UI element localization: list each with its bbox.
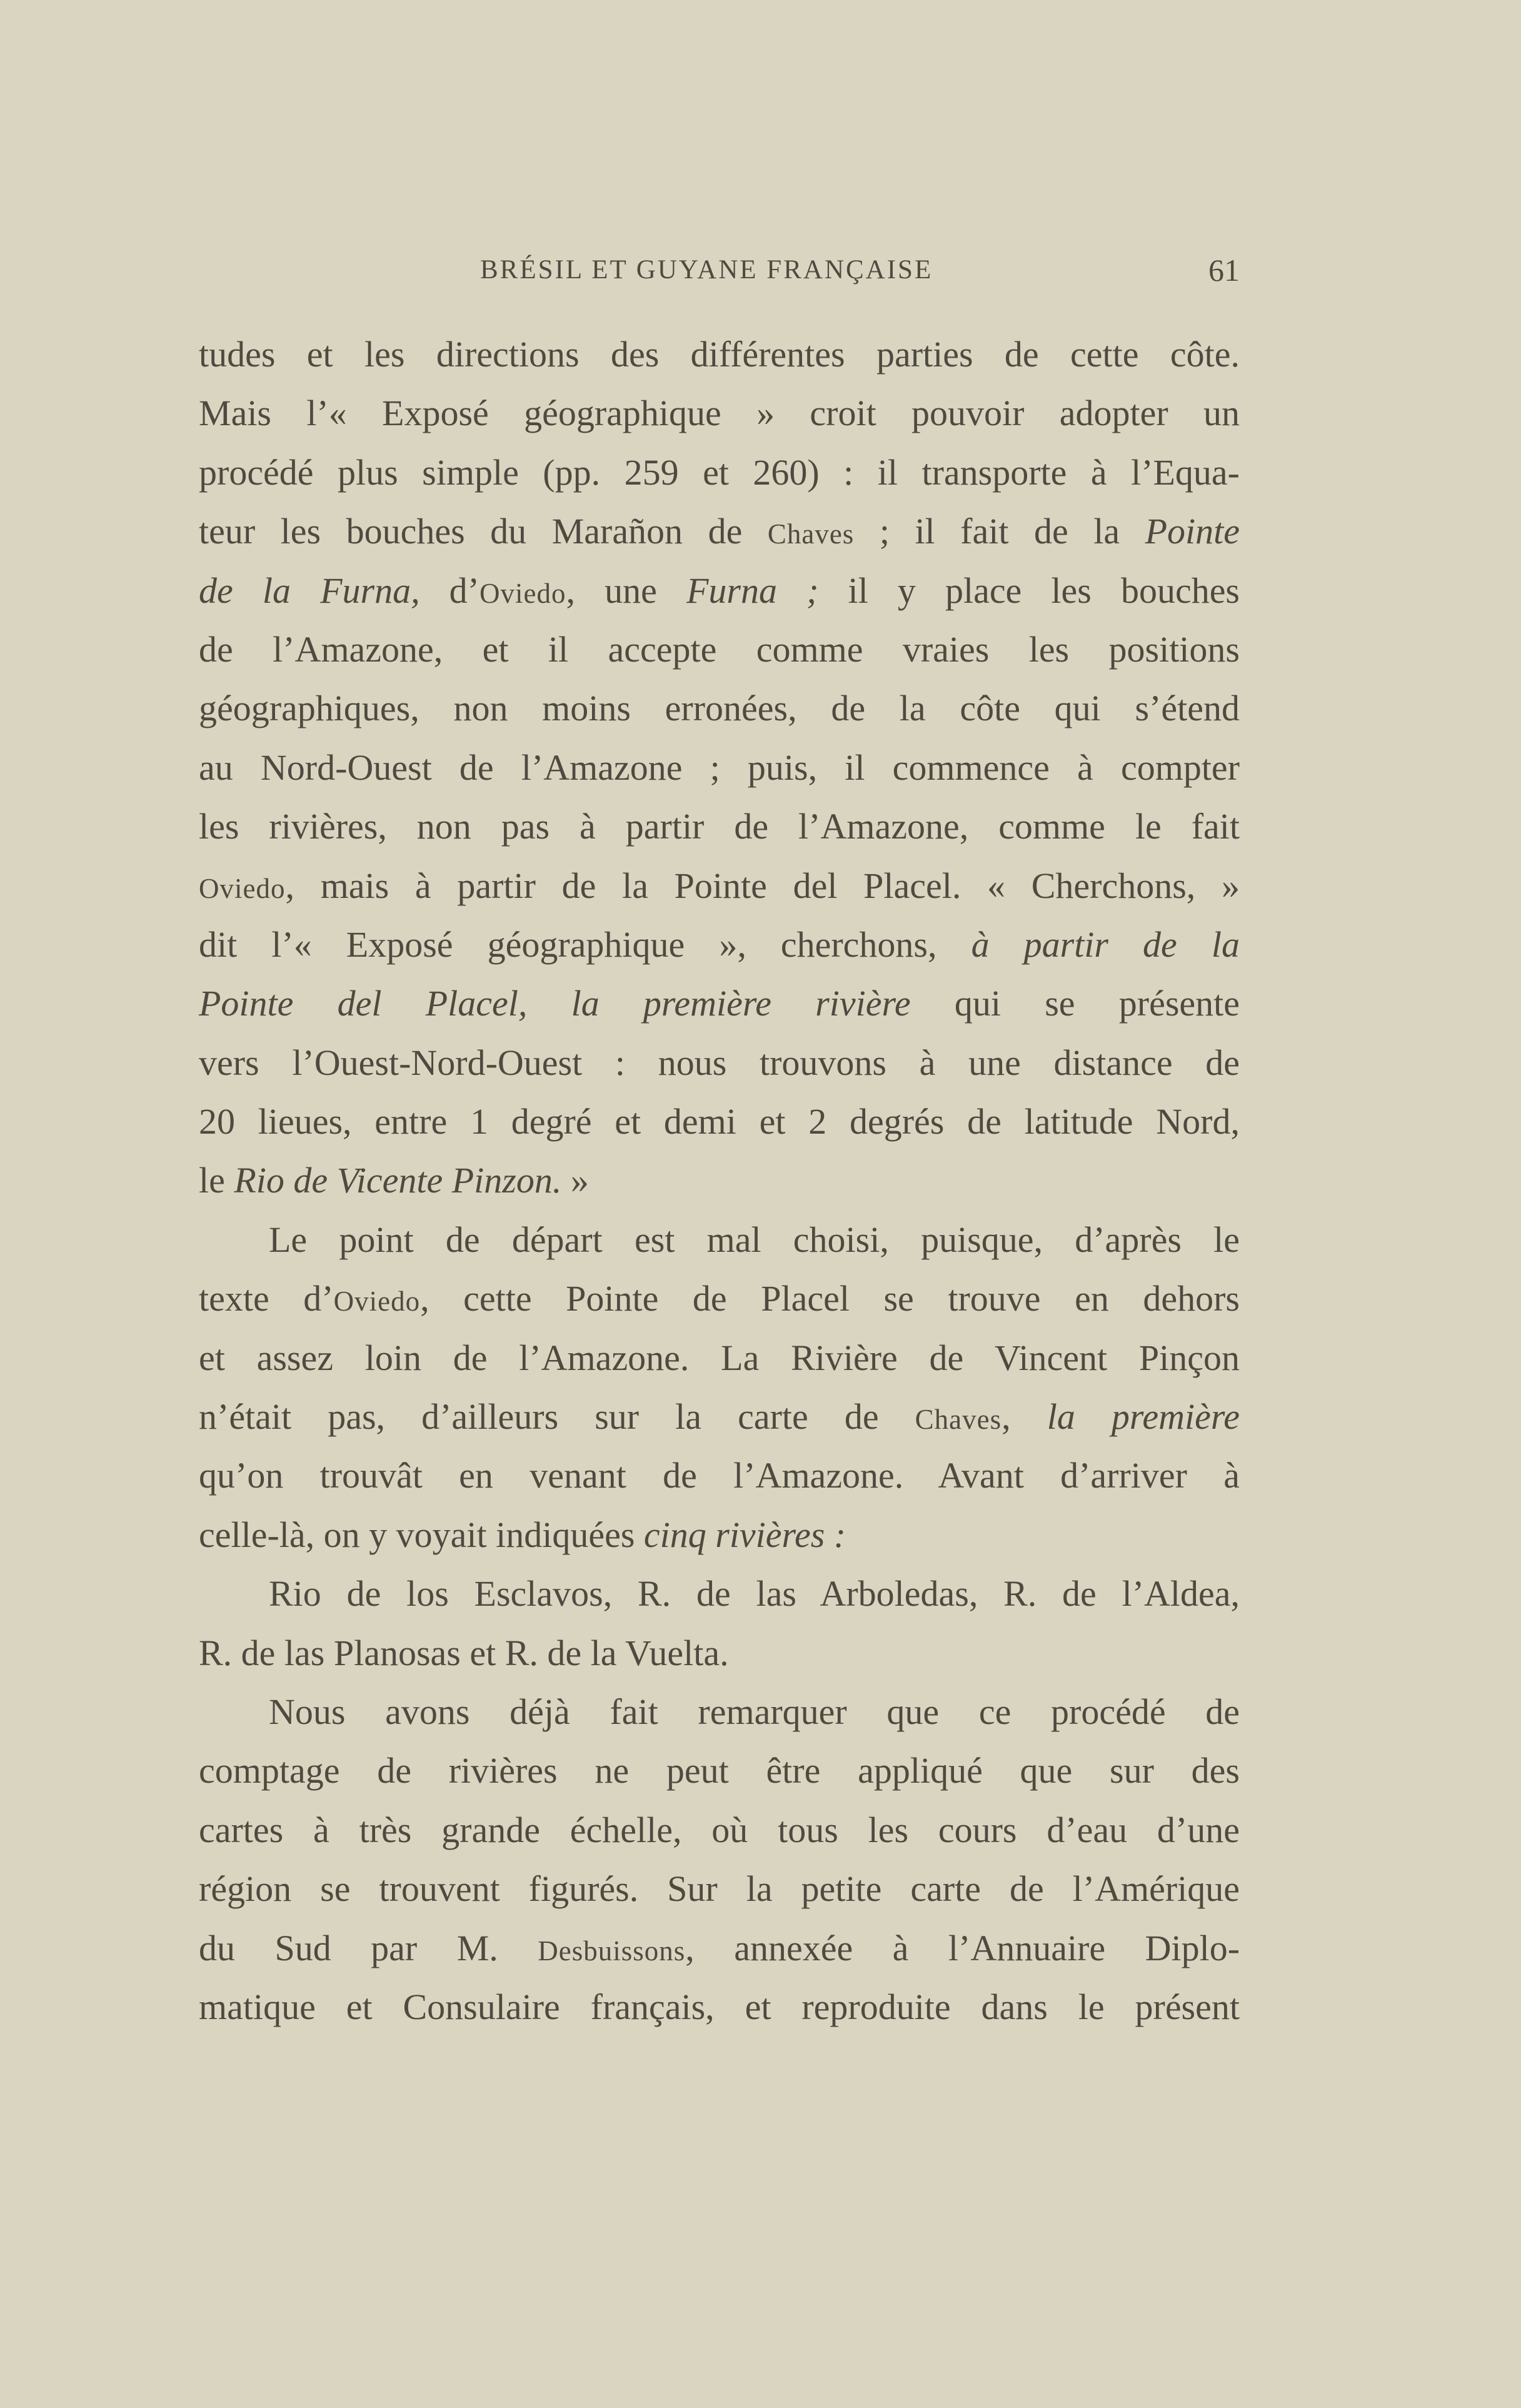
text-line: R. de las Planosas et R. de la Vuelta. xyxy=(199,1632,729,1673)
text-line: Pointe del Placel, la première rivière qui se présente xyxy=(199,983,1240,1024)
text-line: n’était pas, d’ailleurs sur la carte de Chaves, la première xyxy=(199,1396,1240,1438)
text-line: teur les bouches du Marañon de Chaves ; il fait de la Pointe xyxy=(199,511,1240,552)
italic-text: Furna ; xyxy=(686,570,819,611)
text-line: dit l’« Exposé géographique », cherchons, à partir de la xyxy=(199,924,1240,965)
text-line: 20 lieues, entre 1 degré et demi et 2 degrés de latitude Nord, xyxy=(199,1101,1240,1142)
text-line: qu’on trouvât en venant de l’Amazone. Avant d’arriver à xyxy=(199,1455,1240,1496)
text-line: comptage de rivières ne peut être appliqué que sur des xyxy=(199,1750,1240,1791)
small-caps-name: Oviedo xyxy=(333,1286,421,1317)
italic-text: la première xyxy=(1047,1396,1240,1438)
italic-text: à partir de la xyxy=(971,924,1240,965)
text-line: et assez loin de l’Amazone. La Rivière de Vincent Pinçon xyxy=(199,1337,1240,1378)
text-line: texte d’Oviedo, cette Pointe de Placel se trouve en dehors xyxy=(199,1278,1240,1319)
small-caps-name: Desbuissons xyxy=(538,1935,686,1967)
small-caps-name: Oviedo xyxy=(199,872,286,904)
text-line: de l’Amazone, et il accepte comme vraies les positions xyxy=(199,628,1240,670)
text-line: cartes à très grande échelle, où tous les cours d’eau d’une xyxy=(199,1809,1240,1850)
italic-text: Pointe xyxy=(1145,511,1240,552)
text-line: Oviedo, mais à partir de la Pointe del Placel. « Cherchons, » xyxy=(199,865,1240,906)
text-line: région se trouvent figurés. Sur la petite carte de l’Amérique xyxy=(199,1868,1240,1910)
running-title: BRÉSIL ET GUYANE FRANÇAISE xyxy=(480,255,933,285)
text-line: les rivières, non pas à partir de l’Amazone, comme le fait xyxy=(199,806,1240,847)
text-line: le Rio de Vicente Pinzon. » xyxy=(199,1160,589,1201)
text-line: tudes et les directions des différentes parties de cette côte. xyxy=(199,334,1240,375)
text-line: du Sud par M. Desbuissons, annexée à l’Annuaire Diplo- xyxy=(199,1927,1240,1968)
page-number: 61 xyxy=(1208,253,1240,288)
paragraph-start-line: Le point de départ est mal choisi, puisque, d’après le xyxy=(269,1219,1240,1260)
text-line: géographiques, non moins erronées, de la côte qui s’étend xyxy=(199,688,1240,729)
text-line: matique et Consulaire français, et reproduite dans le présent xyxy=(199,1986,1240,2027)
italic-text: de la Furna, xyxy=(199,570,420,611)
paragraph-start-line: Rio de los Esclavos, R. de las Arboledas, R. de l’Aldea, xyxy=(269,1573,1240,1615)
text-line: de la Furna, d’Oviedo, une Furna ; il y place les bouches xyxy=(199,570,1240,611)
text-line: au Nord-Ouest de l’Amazone ; puis, il commence à compter xyxy=(199,747,1240,788)
small-caps-name: Oviedo xyxy=(479,577,566,609)
text-line: procédé plus simple (pp. 259 et 260) : il transporte à l’Equa- xyxy=(199,451,1240,493)
small-caps-name: Chaves xyxy=(915,1404,1002,1436)
italic-text: Rio de Vicente Pinzon. xyxy=(234,1160,562,1201)
paragraph-start-line: Nous avons déjà fait remarquer que ce procédé de xyxy=(269,1691,1240,1732)
text-line: vers l’Ouest-Nord-Ouest : nous trouvons à une distance de xyxy=(199,1042,1240,1083)
italic-text: Pointe del Placel, la première rivière xyxy=(199,983,911,1024)
italic-text: cinq rivières : xyxy=(643,1514,846,1555)
body-text xyxy=(199,325,1240,2037)
small-caps-name: Chaves xyxy=(767,518,855,550)
text-line: celle-là, on y voyait indiquées cinq rivières : xyxy=(199,1514,846,1555)
text-line: Mais l’« Exposé géographique » croit pouvoir adopter un xyxy=(199,393,1240,434)
